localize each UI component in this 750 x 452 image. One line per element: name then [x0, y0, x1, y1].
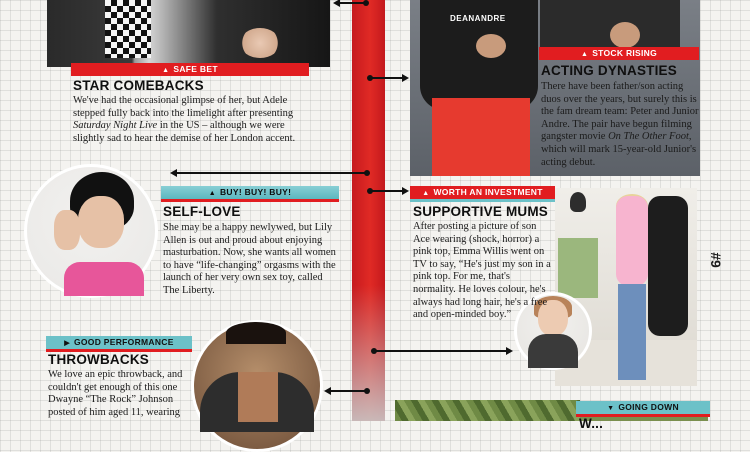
andre-red-pants: [432, 98, 530, 176]
pendant-lamp: [570, 192, 586, 212]
father-figure: [648, 196, 688, 336]
andre-hand: [476, 34, 506, 58]
body-acting-dynasties: There have been father/son acting duos over the years, but surely this is the fam dream team: Peter and Junior Andre. The pair have begun filming gangster movie On The Other Foot, which will mark 15-year-old Junior's acting debut.: [541, 81, 699, 168]
tag-label: WORTH AN INVESTMENT: [433, 187, 543, 197]
garden-photo: [395, 400, 580, 421]
tag-label: SAFE BET: [173, 64, 218, 74]
body-supportive-mums: After posting a picture of son Ace wearing (shock, horror) a pink top, Emma Willis went on TV to say, “He's just my son in a pink top. For me, that's normality. He loves colour, he's always had long hair, he's a free and open-minded boy.”: [413, 221, 551, 321]
body-throwbacks: We love an epic throwback, and couldn't get enough of this one Dwayne “The Rock” Johnson posted of him aged 11, wearing: [48, 369, 183, 418]
triangle-down-icon: ▼: [607, 405, 615, 412]
ace-pink-top: [616, 196, 648, 286]
ace-jeans: [618, 284, 646, 380]
arrow-to-self-love: [172, 172, 368, 174]
hoodie-text: DEANANDRE: [450, 14, 506, 23]
body-self-love: She may be a happy newlywed, but Lily Allen is out and proud about enjoying masturbation. Now, she wants all women to have “life-changing” orgasms with the launch of her very own sex toy, called The Liberty.: [163, 222, 336, 296]
tag-stock-rising: [539, 47, 699, 60]
headline-acting-dynasties: ACTING DYNASTIES: [541, 63, 677, 78]
rock-chest: [238, 372, 278, 422]
page-number: #9: [707, 252, 724, 268]
tag-label: STOCK RISING: [592, 48, 658, 58]
tag-going-down: [576, 401, 710, 417]
show-title: Saturday Night Live: [73, 120, 158, 132]
arrow-to-emma-inset: [373, 350, 511, 352]
tag-safe-bet: [71, 63, 309, 76]
arrow-to-star-comebacks: [335, 2, 367, 4]
arrow-to-supportive-mums: [369, 190, 407, 192]
tag-good-performance: [46, 336, 192, 352]
headline-star-comebacks: STAR COMEBACKS: [73, 78, 204, 93]
headline-supportive-mums: SUPPORTIVE MUMS: [413, 204, 549, 219]
body-star-comebacks: We've had the occasional glimpse of her, but Adele stepped fully back into the limelight after presenting Saturday Night Live in the US – although we were slightly sad to hear the demise of her London accent.: [73, 95, 296, 144]
tag-label: GOOD PERFORMANCE: [73, 337, 174, 347]
adele-checkered-shirt: [105, 0, 151, 58]
andre-hoodie: [420, 0, 538, 110]
arrow-to-throwbacks: [326, 390, 368, 392]
headline-throwbacks: THROWBACKS: [48, 352, 149, 367]
emma-suit: [528, 334, 578, 368]
adele-photo: [47, 0, 330, 67]
headline-self-love: SELF-LOVE: [163, 204, 241, 219]
triangle-up-icon: ▲: [422, 190, 430, 197]
kitchen-plants: [558, 238, 598, 298]
triangle-up-icon: ▲: [208, 190, 216, 197]
lily-face: [78, 196, 124, 248]
tag-worth-an-investment: [410, 186, 555, 202]
headline-going-down: W...: [579, 416, 604, 431]
tag-buy-buy-buy: [161, 186, 339, 202]
triangle-up-icon: ▲: [580, 51, 589, 58]
triangle-up-icon: ▲: [162, 67, 170, 74]
andre-father-hand: [610, 22, 640, 48]
play-icon: ▶: [64, 340, 70, 347]
rock-hair: [226, 322, 286, 344]
arrow-to-acting-dynasties: [369, 77, 407, 79]
timeline-fade: [352, 285, 385, 421]
tag-label: GOING DOWN: [618, 402, 679, 412]
movie-title: On The Other Foot: [608, 131, 689, 143]
lily-pink-top: [64, 262, 144, 296]
lily-hand: [54, 210, 80, 250]
tag-label: BUY! BUY! BUY!: [219, 187, 292, 197]
adele-hands: [240, 28, 280, 58]
